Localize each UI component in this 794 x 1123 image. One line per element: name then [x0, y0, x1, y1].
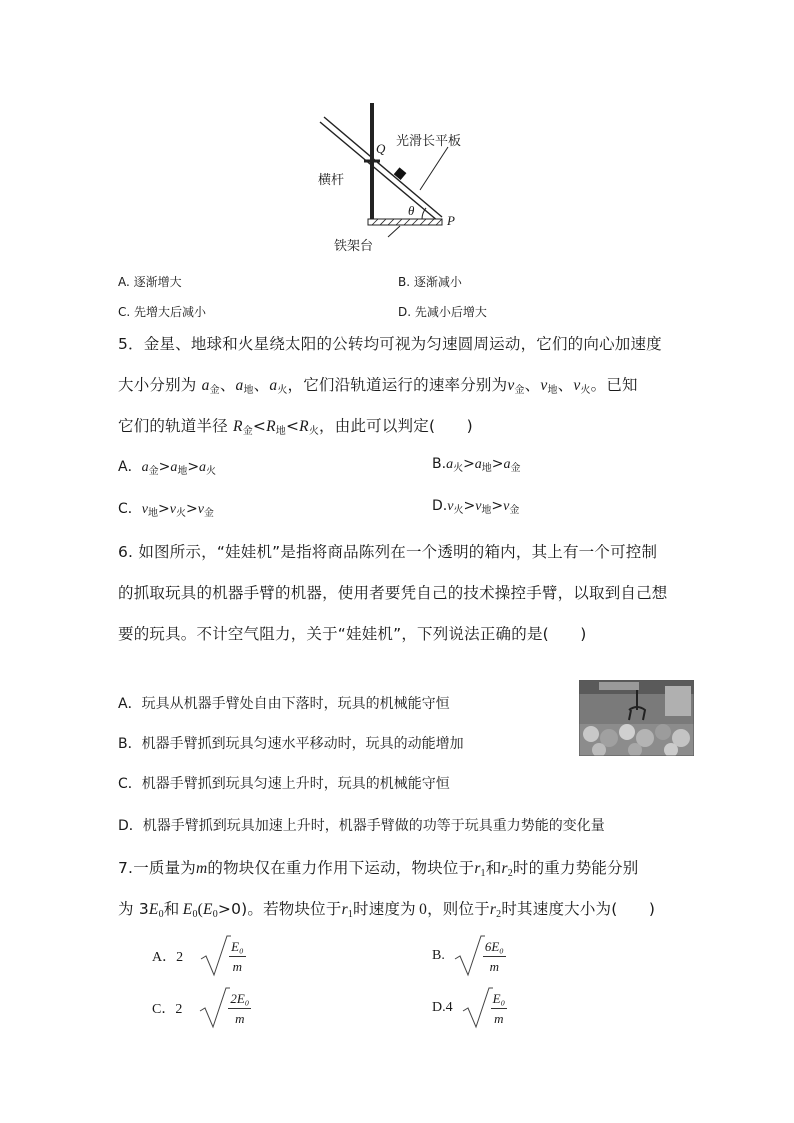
sub-jin: 金	[510, 463, 521, 474]
gt: >	[158, 459, 171, 475]
a-symbol: a	[199, 460, 207, 475]
radical-sign	[196, 987, 230, 1029]
sub-huo: 火	[453, 505, 464, 516]
q7-text: 的物块仅在重力作用下运动，物块位于	[207, 859, 475, 877]
sub-di: 地	[148, 508, 158, 519]
r-symbol: R	[299, 418, 309, 435]
sub-di: 地	[481, 463, 492, 474]
r-symbol: r	[474, 860, 481, 877]
v-symbol: v	[540, 377, 548, 394]
q5-option-d[interactable]	[432, 498, 519, 516]
q6-option-b[interactable]: B．机器手臂抓到玩具匀速水平移动时，玩具的动能增加	[118, 736, 464, 752]
q5-line1: 5．金星、地球和火星绕太阳的公转均可视为匀速圆周运动，它们的向心加速度	[118, 335, 662, 353]
r-symbol: R	[266, 418, 276, 435]
a-symbol: a	[235, 377, 244, 394]
numerator: E₀	[491, 989, 507, 1009]
gt: >	[185, 501, 198, 517]
stand-pointer	[388, 226, 400, 237]
numerator: 2E₀	[228, 989, 251, 1009]
option-label: C．	[118, 501, 142, 517]
sub-jin: 金	[242, 426, 253, 437]
gt: >	[187, 459, 200, 475]
option-label: A．2	[152, 950, 184, 965]
q7-text: 时其速度大小为( )	[501, 900, 656, 918]
v-symbol: v	[475, 499, 482, 514]
sub-jin: 金	[509, 505, 520, 516]
q6-line2: 的抓取玩具的机器手臂的机器，使用者要凭自己的技术操控手臂，以取到自己想	[118, 584, 668, 602]
q7-option-c[interactable]	[152, 987, 253, 1029]
v-symbol: v	[503, 499, 510, 514]
sub-jin: 金	[514, 385, 525, 396]
v-symbol: v	[141, 502, 148, 517]
denominator: m	[489, 958, 500, 974]
q5-text: ，由此可以判定( )	[319, 417, 473, 435]
radical-sign	[459, 987, 493, 1029]
v-symbol: v	[197, 502, 204, 517]
q7-text: 时的重力势能分别	[512, 859, 639, 877]
sub-1: 1	[480, 868, 486, 879]
sub-jin: 金	[209, 385, 220, 396]
q6-option-a[interactable]: A．玩具从机器手臂处自由下落时，玩具的机械能守恒	[118, 696, 450, 712]
q6-option-d[interactable]: D．机器手臂抓到玩具加速上升时，机器手臂做的功等于玩具重力势能的变化量	[118, 818, 605, 834]
q6-line3: 要的玩具。不计空气阻力，关于“娃娃机”，下列说法正确的是( )	[118, 625, 587, 643]
q7-text: 和	[163, 900, 180, 918]
sep: 、	[524, 376, 541, 394]
radical-sign	[197, 935, 231, 977]
radical-sign	[451, 935, 485, 977]
a-symbol: a	[201, 377, 210, 394]
sub-jin: 金	[148, 466, 159, 477]
q5-text: ，它们沿轨道运行的速率分别为	[287, 376, 508, 394]
a-symbol: a	[503, 457, 511, 472]
option-label: D.4	[432, 1000, 453, 1015]
sub-huo: 火	[580, 385, 591, 396]
gt: >	[463, 498, 476, 514]
q5-line2	[118, 373, 638, 396]
q5-option-c[interactable]	[118, 498, 214, 519]
r-symbol: R	[233, 418, 243, 435]
claw-machine-image	[579, 680, 694, 756]
r-symbol: r	[489, 901, 497, 918]
sub-2: 2	[507, 868, 513, 879]
q7-option-a[interactable]	[152, 935, 248, 977]
point-p-label: P	[447, 213, 455, 228]
sub-huo: 火	[308, 426, 320, 437]
board-pointer	[420, 147, 448, 190]
a-symbol: a	[269, 377, 278, 394]
sqrt-expression	[196, 987, 253, 1029]
lt: <	[252, 417, 267, 435]
sep: 、	[557, 376, 574, 394]
q7-text: >0)。若物块位于	[217, 900, 342, 918]
a-symbol: a	[446, 457, 454, 472]
q7-option-d[interactable]	[432, 987, 509, 1029]
m-symbol: m	[196, 860, 208, 877]
denominator: m	[235, 1010, 245, 1026]
sub-jin: 金	[203, 508, 214, 519]
gt: >	[158, 501, 170, 517]
e-symbol: E	[182, 901, 193, 918]
point-q-label: Q	[376, 141, 386, 156]
sub-huo: 火	[453, 463, 464, 474]
q7-text: ，则位于	[427, 900, 490, 918]
sub-huo: 火	[206, 466, 217, 477]
numerator: E₀	[229, 937, 245, 957]
q6-line1: 6. 如图所示，“娃娃机”是指将商品陈列在一个透明的箱内，其上有一个可控制	[118, 543, 658, 561]
crossbar-label: 横杆	[318, 173, 345, 188]
e-symbol: E	[148, 901, 159, 918]
q7-line2	[118, 897, 655, 920]
claw-machine-photo	[579, 680, 694, 756]
q4-option-d[interactable]: D. 先减小后增大	[398, 305, 487, 319]
q7-text: 时速度为	[353, 900, 416, 918]
q7-text: 为 3	[118, 900, 149, 918]
denominator: m	[232, 958, 243, 974]
sub-huo: 火	[277, 385, 288, 396]
sub-di: 地	[275, 426, 286, 437]
sep: 、	[219, 376, 236, 394]
q7-text: (	[197, 901, 204, 918]
sqrt-expression	[451, 935, 508, 977]
incline-diagram	[300, 95, 500, 265]
gt: >	[491, 456, 504, 472]
q7-text: 7.一质量为	[118, 859, 196, 877]
q6-option-c[interactable]: C．机器手臂抓到玩具匀速上升时，玩具的机械能守恒	[118, 776, 450, 792]
option-label: B.	[432, 456, 447, 472]
q4-option-b[interactable]: B. 逐渐减小	[398, 275, 462, 289]
a-symbol: a	[141, 460, 149, 475]
theta-label: θ	[408, 203, 415, 218]
sep: 、	[253, 376, 270, 394]
sub-huo: 火	[175, 508, 186, 519]
q5-text: 它们的轨道半径	[118, 417, 228, 435]
option-label: A．	[118, 459, 142, 475]
sub-0: 0	[158, 909, 164, 920]
q5-text: 大小分别为	[118, 376, 197, 394]
v-symbol: v	[447, 499, 454, 514]
stand-label: 铁架台	[334, 239, 374, 254]
sqrt-expression	[459, 987, 509, 1029]
sub-di: 地	[177, 466, 188, 477]
sub-2: 2	[496, 909, 502, 920]
board-label: 光滑长平板	[396, 134, 462, 149]
sub-di: 地	[243, 385, 254, 396]
sub-di: 地	[547, 385, 558, 396]
e-symbol: E	[203, 901, 213, 918]
q5-text: 。已知	[590, 376, 638, 394]
gt: >	[463, 456, 475, 472]
sub-0: 0	[212, 909, 218, 920]
gt: >	[491, 498, 504, 514]
q7-text: 和	[485, 859, 502, 877]
sub-0: 0	[192, 909, 198, 920]
sqrt-expression	[197, 935, 247, 977]
option-label: B.	[432, 948, 445, 963]
numerator: 6E₀	[483, 937, 506, 957]
v-symbol: v	[507, 377, 515, 394]
sub-di: 地	[481, 505, 492, 516]
a-symbol: a	[170, 460, 178, 475]
v-symbol: v	[169, 502, 176, 517]
denominator: m	[494, 1010, 504, 1026]
q4-option-a[interactable]: A. 逐渐增大	[118, 275, 182, 289]
option-label: D.	[432, 498, 448, 514]
option-label: C．2	[152, 1002, 183, 1017]
lt: <	[285, 417, 300, 435]
q5-line3	[118, 414, 473, 437]
a-symbol: a	[474, 457, 482, 472]
q7-line1	[118, 856, 639, 879]
v-symbol: v	[573, 377, 581, 394]
q4-option-c[interactable]: C. 先增大后减小	[118, 305, 207, 319]
q5-option-b[interactable]	[432, 456, 521, 474]
q5-option-a[interactable]	[118, 456, 216, 477]
sub-1: 1	[347, 909, 354, 920]
q7-option-b[interactable]	[432, 935, 508, 977]
r-symbol: r	[501, 860, 508, 877]
r-symbol: r	[341, 901, 348, 918]
q7-text: 0	[419, 901, 428, 918]
